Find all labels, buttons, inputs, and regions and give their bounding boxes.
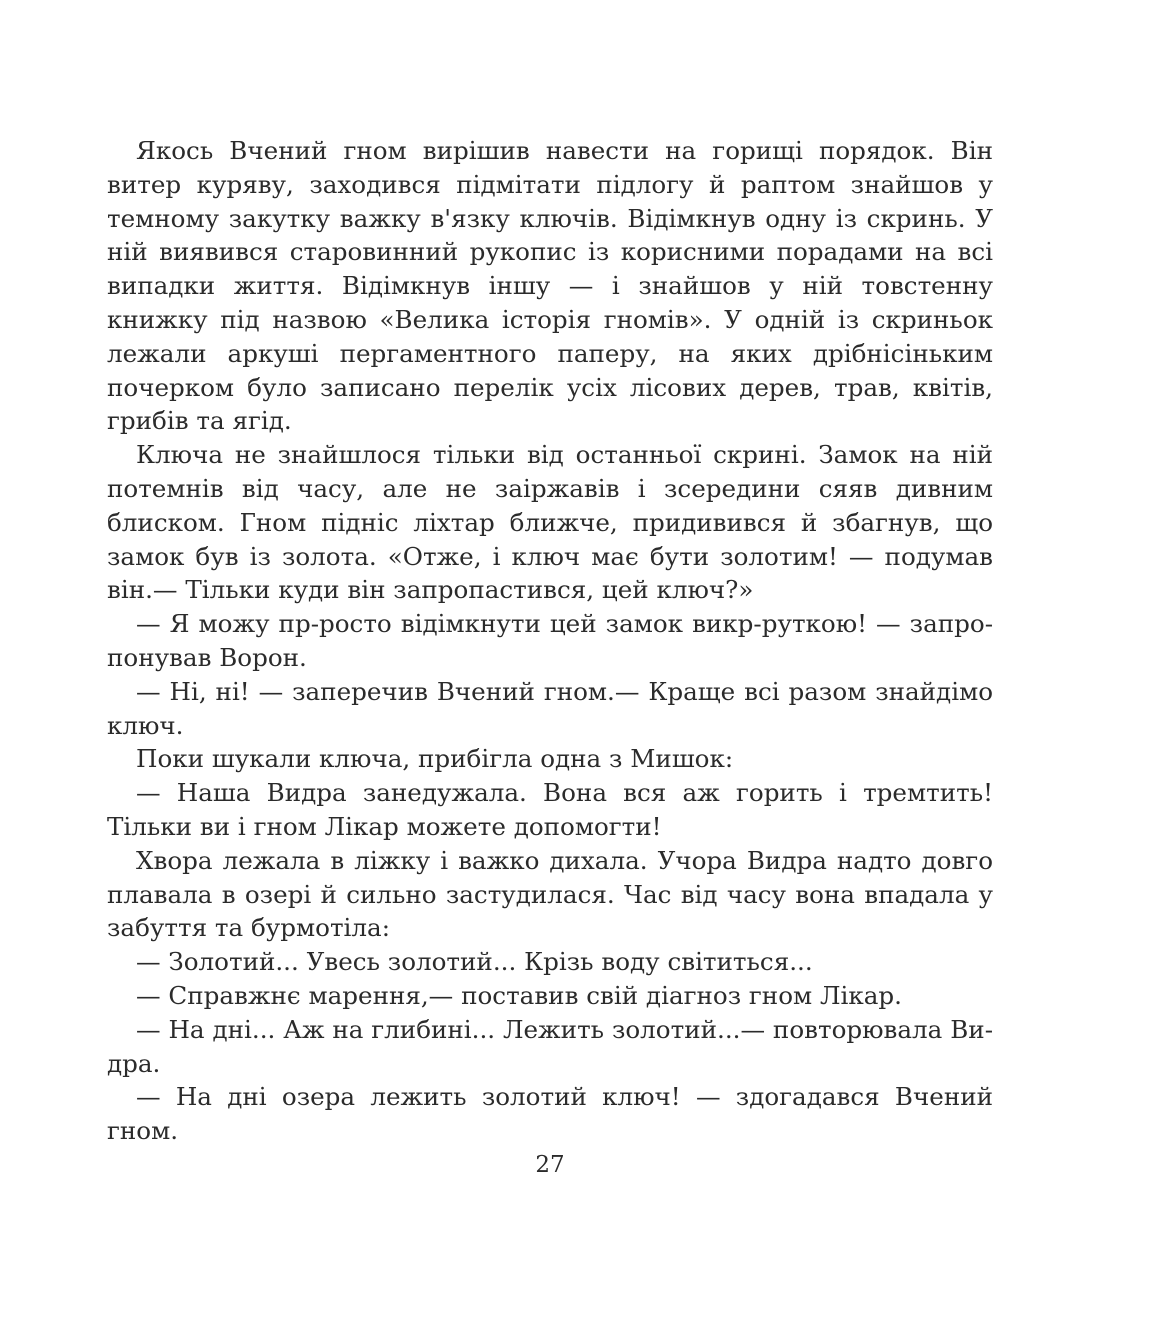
paragraph-11: — На дні озера лежить золотий ключ! — здогадався Вчений гном. bbox=[107, 1082, 993, 1146]
paragraph-2: Ключа не знайшлося тільки від останньої скрині. Замок на ній потемнів від часу, але не заіржавів і зсередини сяяв дивним блиском. Гном підніс ліхтар ближче, придивився й збагнув, що замок був із золота. «Отже, і ключ має бути золотим! — подумав він.— Тільки куди він запропастився, цей ключ?» bbox=[107, 440, 993, 605]
page-number: 27 bbox=[535, 1152, 565, 1178]
paragraph-6: — Наша Видра занедужала. Вона вся аж горить і тремтить! Тільки ви і гном Лікар можете допомогти! bbox=[107, 778, 993, 841]
paragraph-7: Хвора лежала в ліжку і важко дихала. Учора Видра надто довго плавала в озері й сильно застудилася. Час від часу вона впадала у забуття та бурмотіла: bbox=[107, 845, 993, 943]
story-text bbox=[107, 134, 993, 1148]
paragraph-9: — Справжнє марення,— поставив свій діагноз гном Лікар. bbox=[136, 980, 902, 1010]
paragraph-10: — На дні... Аж на глибині... Лежить золотий...— повторювала Видра. bbox=[107, 1014, 993, 1078]
paragraph-8: — Золотий... Увесь золотий... Крізь воду світиться... bbox=[136, 947, 813, 977]
paragraph-4: — Ні, ні! — заперечив Вчений гном.— Краще всі разом знайдімо ключ. bbox=[107, 676, 993, 740]
paragraph-5: Поки шукали ключа, прибігла одна з Мишок: bbox=[136, 744, 734, 774]
paragraph-3: — Я можу пр-росто відімкнути цей замок викр-руткою! — запропонував Ворон. bbox=[107, 609, 993, 672]
paragraph-1: Якось Вчений гном вирішив навести на горищі порядок. Він витер куряву, заходився підмітати підлогу й раптом знайшов у темному закутку важку в'язку ключів. Відімкнув одну із скринь. У ній виявився старовинний рукопис із корисними порадами на всі випадки життя. Відімкнув іншу — і знайшов у ній товстенну книжку під назвою «Велика історія гномів». У одній із скриньок лежали аркуші пергаментного паперу, на яких дрібнісіньким почерком було записано перелік усіх лісових дерев, трав, квітів, грибів та ягід. bbox=[107, 136, 993, 436]
